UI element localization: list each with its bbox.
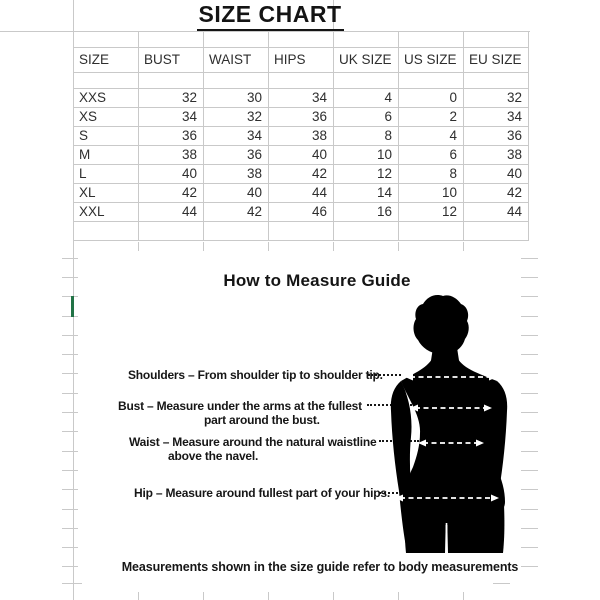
row-gridline-tick-left <box>62 470 78 471</box>
table-row <box>74 108 529 127</box>
table-cell-value: 34 <box>269 89 334 108</box>
column-gridline-stub <box>333 242 334 251</box>
table-row <box>74 165 529 184</box>
table-cell-value: 6 <box>334 108 399 127</box>
table-cell-value: 34 <box>204 127 269 146</box>
table-cell: XXL <box>74 203 139 222</box>
table-row <box>74 73 529 89</box>
table-cell-value: 12 <box>334 165 399 184</box>
table-cell <box>464 222 529 241</box>
table-cell-value: 32 <box>139 89 204 108</box>
table-cell-value: 36 <box>204 146 269 165</box>
table-cell-value: 42 <box>204 203 269 222</box>
table-cell <box>204 32 269 48</box>
table-row <box>74 146 529 165</box>
table-cell-value: 8 <box>399 165 464 184</box>
size-chart-table <box>73 31 529 241</box>
table-cell <box>204 73 269 89</box>
row-gridline-tick-left <box>62 431 78 432</box>
table-cell-value: 40 <box>139 165 204 184</box>
table-cell-value: 40 <box>464 165 529 184</box>
table-cell-value: 10 <box>334 146 399 165</box>
table-cell <box>74 73 139 89</box>
waist-instruction-line1: Waist – Measure around the natural waistline <box>129 435 377 449</box>
table-cell: XXS <box>74 89 139 108</box>
row-gridline-tick-left <box>62 412 78 413</box>
table-cell: HIPS <box>269 48 334 73</box>
table-cell-value: 40 <box>269 146 334 165</box>
table-cell: XL <box>74 184 139 203</box>
table-cell <box>139 222 204 241</box>
column-gridline-stub <box>138 592 139 600</box>
row-gridline-tick-left <box>62 296 78 297</box>
table-cell <box>74 222 139 241</box>
table-cell-value: 8 <box>334 127 399 146</box>
table-cell-value: 42 <box>464 184 529 203</box>
female-body-silhouette <box>360 291 600 553</box>
table-cell <box>399 32 464 48</box>
body-measurements-footnote: Measurements shown in the size guide refer to body measurements <box>121 560 519 574</box>
table-row <box>74 48 529 73</box>
measure-guide-heading: How to Measure Guide <box>223 271 411 290</box>
table-cell-value: 34 <box>139 108 204 127</box>
table-cell <box>334 32 399 48</box>
column-gridline-stub <box>398 242 399 251</box>
table-cell-value: 44 <box>139 203 204 222</box>
table-cell: L <box>74 165 139 184</box>
table-cell-value: 2 <box>399 108 464 127</box>
table-cell-value: 44 <box>269 184 334 203</box>
column-gridline-stub <box>463 242 464 251</box>
table-cell-value: 16 <box>334 203 399 222</box>
row-gridline-tick-left <box>62 528 78 529</box>
table-cell <box>464 32 529 48</box>
row-gridline-tick-left <box>62 258 78 259</box>
table-cell <box>399 222 464 241</box>
table-cell <box>269 222 334 241</box>
column-gridline-stub <box>138 242 139 251</box>
table-cell: US SIZE <box>399 48 464 73</box>
table-cell <box>139 32 204 48</box>
table-cell-value: 0 <box>399 89 464 108</box>
table-cell-value: 36 <box>139 127 204 146</box>
table-cell-value: 32 <box>204 108 269 127</box>
table-cell-value: 36 <box>269 108 334 127</box>
table-cell-value: 36 <box>464 127 529 146</box>
hip-instruction: Hip – Measure around fullest part of your hips. <box>134 486 390 500</box>
table-cell-value: 38 <box>269 127 334 146</box>
row-gridline-tick-left <box>62 393 78 394</box>
column-gridline-stub <box>268 242 269 251</box>
column-gridline-stub <box>203 242 204 251</box>
column-gridline-stub <box>333 592 334 600</box>
table-cell <box>464 73 529 89</box>
table-cell: XS <box>74 108 139 127</box>
table-row <box>74 89 529 108</box>
row-gridline-tick-right <box>493 583 510 584</box>
table-cell <box>74 32 139 48</box>
table-cell <box>269 73 334 89</box>
table-cell-value: 30 <box>204 89 269 108</box>
table-cell-value: 10 <box>399 184 464 203</box>
row-gridline-tick-left <box>62 509 78 510</box>
row-gridline-tick-left <box>62 451 78 452</box>
table-cell: S <box>74 127 139 146</box>
table-cell <box>334 222 399 241</box>
row-gridline-tick-right <box>521 258 538 259</box>
table-row <box>74 222 529 241</box>
table-cell-value: 38 <box>204 165 269 184</box>
table-cell-value: 42 <box>269 165 334 184</box>
hip-arrow-left <box>395 495 403 502</box>
table-cell-value: 6 <box>399 146 464 165</box>
table-cell: BUST <box>139 48 204 73</box>
row-gridline-tick-left <box>62 354 78 355</box>
table-cell-value: 46 <box>269 203 334 222</box>
column-gridline-stub <box>203 592 204 600</box>
table-cell <box>399 73 464 89</box>
table-cell-value: 44 <box>464 203 529 222</box>
table-row <box>74 127 529 146</box>
waist-instruction-line2: above the navel. <box>168 449 259 463</box>
table-cell <box>139 73 204 89</box>
column-gridline-stub <box>398 592 399 600</box>
row-gridline-tick-left <box>62 489 78 490</box>
table-cell <box>269 32 334 48</box>
column-gridline-stub <box>463 592 464 600</box>
page-title <box>73 1 467 32</box>
table-cell <box>334 73 399 89</box>
bust-instruction-line2: part around the bust. <box>204 413 320 427</box>
table-cell-value: 4 <box>334 89 399 108</box>
page-title-text: SIZE CHART <box>197 1 344 32</box>
table-cell-value: 42 <box>139 184 204 203</box>
row-gridline-tick-left <box>62 335 78 336</box>
table-cell: SIZE <box>74 48 139 73</box>
table-cell-value: 34 <box>464 108 529 127</box>
table-cell-value: 38 <box>464 146 529 165</box>
shoulders-instruction: Shoulders – From shoulder tip to shoulder tip. <box>128 368 383 382</box>
silhouette-hip-fill <box>408 501 501 517</box>
table-cell-value: 14 <box>334 184 399 203</box>
table-cell-value: 38 <box>139 146 204 165</box>
table-cell <box>204 222 269 241</box>
table-row <box>74 203 529 222</box>
table-cell-value: 32 <box>464 89 529 108</box>
table-row <box>74 32 529 48</box>
table-cell-value: 4 <box>399 127 464 146</box>
table-cell: EU SIZE <box>464 48 529 73</box>
table-row <box>74 184 529 203</box>
row-gridline-tick-left <box>62 316 78 317</box>
table-cell: WAIST <box>204 48 269 73</box>
row-gridline-tick-left <box>62 277 78 278</box>
table-cell-value: 40 <box>204 184 269 203</box>
table-cell: M <box>74 146 139 165</box>
row-gridline-tick-right <box>521 277 538 278</box>
column-gridline-stub <box>268 592 269 600</box>
row-gridline-tick-left <box>62 547 78 548</box>
bust-instruction-line1: Bust – Measure under the arms at the fullest <box>118 399 362 413</box>
row-gridline-tick-left <box>62 583 82 584</box>
row-gridline-tick-left <box>62 373 78 374</box>
active-cell-selection-border <box>71 296 74 317</box>
table-cell-value: 12 <box>399 203 464 222</box>
table-cell: UK SIZE <box>334 48 399 73</box>
